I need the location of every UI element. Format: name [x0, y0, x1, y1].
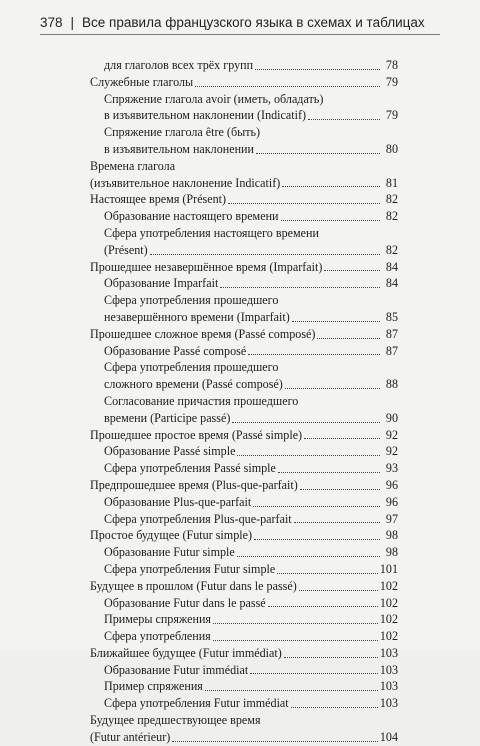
leader-dots [292, 320, 380, 322]
toc-page-number: 104 [379, 729, 398, 744]
toc-page-number: 103 [379, 696, 398, 711]
toc-entry [90, 343, 398, 360]
toc-page-number: 103 [379, 679, 398, 694]
toc-entry-line: Времена глагола [90, 158, 176, 173]
toc-page-number: 85 [385, 309, 398, 324]
leader-dots [253, 505, 380, 507]
toc-entry [90, 678, 398, 695]
toc-entry-title: Сфера употребления Futur simple [104, 561, 276, 576]
toc-page-number: 82 [385, 209, 398, 224]
leader-dots [195, 85, 380, 87]
leader-dots [248, 353, 380, 355]
leader-dots [308, 118, 380, 120]
toc-page-number: 96 [385, 494, 398, 509]
toc-entry [90, 561, 398, 578]
toc-entry-title: Прошедшее сложное время (Passé composé) [90, 326, 316, 341]
toc-entry-row [90, 645, 398, 662]
toc-entry [90, 511, 398, 528]
leader-dots [291, 706, 378, 708]
toc-page-number: 82 [385, 242, 398, 257]
toc-entry-row [90, 443, 398, 460]
toc-page-number: 101 [379, 561, 398, 576]
toc-entry [90, 595, 398, 612]
toc-page-number: 87 [385, 326, 398, 341]
leader-dots [324, 269, 380, 271]
toc-page-number: 81 [385, 175, 398, 190]
toc-entry-row [90, 208, 398, 225]
toc-entry-line: Сфера употребления прошедшего [104, 360, 279, 375]
toc-entry-line: Спряжение глагола être (быть) [104, 125, 261, 140]
leader-dots [300, 488, 380, 490]
toc-entry [90, 393, 398, 427]
toc-entry [90, 292, 398, 326]
toc-entry-row [90, 141, 398, 158]
leader-dots [285, 387, 380, 389]
toc-entry [90, 427, 398, 444]
toc-entry [90, 225, 398, 259]
leader-dots [282, 185, 380, 187]
toc-entry-row [90, 527, 398, 544]
toc-entry-title: (Présent) [104, 242, 148, 257]
toc-entry [90, 527, 398, 544]
toc-entry-title: Сфера употребления Passé simple [104, 461, 276, 476]
toc-entry [90, 645, 398, 662]
toc-page-number: 96 [385, 477, 398, 492]
toc-entry-row [90, 678, 398, 695]
toc-entry-title: времени (Participe passé) [104, 410, 231, 425]
toc-entry-row [90, 695, 398, 712]
leader-dots [228, 202, 380, 204]
book-title: Все правила французского языка в схемах и таблицах [82, 14, 425, 30]
toc-entry [90, 91, 398, 125]
toc-entry-title: незавершённого времени (Imparfait) [104, 309, 290, 324]
toc-entry [90, 477, 398, 494]
toc-entry-row [90, 729, 398, 746]
toc-entry-title: Будущее в прошлом (Futur dans le passé) [90, 578, 297, 593]
toc-page-number: 103 [379, 662, 398, 677]
toc-entry-title: Простое будущее (Futur simple) [90, 528, 252, 543]
toc-entry-row [90, 494, 398, 511]
toc-entry-row [90, 259, 398, 276]
toc-entry-title: Служебные глаголы [90, 74, 194, 89]
toc-entry [90, 611, 398, 628]
toc-page-number: 97 [385, 511, 398, 526]
leader-dots [232, 421, 380, 423]
toc-entry-title: Примеры спряжения [104, 612, 211, 627]
toc-entry-line: Спряжение глагола avoir (иметь, обладать) [104, 91, 324, 106]
toc-page-number: 92 [385, 427, 398, 442]
toc-entry-title: в изъявительном наклонении (Indicatif) [104, 108, 307, 123]
leader-dots [220, 286, 380, 288]
toc-entry-row [90, 242, 398, 259]
toc-entry-title: в изъявительном наклонении [104, 141, 254, 156]
toc-entry [90, 443, 398, 460]
toc-entry-line: Согласование причастия прошедшего [104, 393, 299, 408]
toc-entry [90, 158, 398, 192]
toc-entry-row [90, 611, 398, 628]
toc-entry [90, 578, 398, 595]
toc-entry-row [90, 595, 398, 612]
leader-dots [172, 740, 378, 742]
toc-page-number: 93 [385, 461, 398, 476]
toc-page-number: 79 [385, 74, 398, 89]
toc-entry [90, 57, 398, 74]
toc-entry-row [90, 628, 398, 645]
leader-dots [284, 656, 378, 658]
leader-dots [237, 555, 380, 557]
toc-entry [90, 259, 398, 276]
toc-page-number: 92 [385, 444, 398, 459]
toc-entry-title: Образование настоящего времени [104, 209, 279, 224]
toc-entry-row [90, 74, 398, 91]
toc-entry-row [90, 309, 398, 326]
toc-entry-row [90, 343, 398, 360]
toc-entry [90, 191, 398, 208]
toc-entry [90, 124, 398, 158]
toc-page-number: 102 [379, 578, 398, 593]
toc-entry [90, 208, 398, 225]
table-of-contents [90, 57, 398, 746]
leader-dots [278, 471, 380, 473]
toc-entry [90, 326, 398, 343]
leader-dots [299, 589, 378, 591]
running-header [40, 10, 440, 35]
toc-entry-title: Ближайшее будущее (Futur immédiat) [90, 645, 282, 660]
toc-entry-title: Прошедшее незавершённое время (Imparfait) [90, 259, 323, 274]
page-number: 378 [40, 14, 63, 30]
toc-entry-title: для глаголов всех трёх групп [104, 58, 254, 72]
toc-entry-row [90, 191, 398, 208]
toc-entry-row [90, 57, 398, 74]
toc-entry-title: Образование Passé composé [104, 343, 247, 358]
toc-entry-row [90, 511, 398, 528]
toc-entry-row [90, 477, 398, 494]
toc-page-number: 84 [385, 259, 398, 274]
toc-page-number: 103 [379, 645, 398, 660]
leader-dots [237, 454, 380, 456]
toc-entry-title: Образование Imparfait [104, 276, 219, 291]
toc-entry-row [90, 175, 398, 192]
toc-page-number: 88 [385, 377, 398, 392]
leader-dots [317, 337, 380, 339]
toc-entry [90, 662, 398, 679]
toc-entry [90, 712, 398, 746]
toc-entry-row [90, 376, 398, 393]
leader-dots [254, 538, 380, 540]
toc-page-number: 98 [385, 528, 398, 543]
toc-entry-row [90, 460, 398, 477]
leader-dots [255, 68, 380, 70]
leader-dots [281, 219, 380, 221]
leader-dots [205, 689, 378, 691]
toc-entry-line: Сфера употребления настоящего времени [104, 225, 319, 240]
toc-entry-title: Образование Plus-que-parfait [104, 494, 252, 509]
leader-dots [294, 521, 380, 523]
toc-entry [90, 74, 398, 91]
toc-entry-title: Пример спряжения [104, 679, 203, 694]
toc-entry-line: Сфера употребления прошедшего [104, 293, 279, 308]
leader-dots [256, 152, 380, 154]
toc-page-number: 87 [385, 343, 398, 358]
leader-dots [268, 605, 378, 607]
leader-dots [213, 639, 378, 641]
toc-entry-line: Будущее предшествующее время [90, 713, 261, 728]
toc-page-number: 78 [385, 58, 398, 72]
toc-entry-title: (изъявительное наклонение Indicatif) [90, 175, 281, 190]
toc-entry-row [90, 410, 398, 427]
toc-entry-row [90, 107, 398, 124]
toc-entry-title: (Futur antérieur) [90, 729, 171, 744]
toc-entry-title: Прошедшее простое время (Passé simple) [90, 427, 303, 442]
toc-entry-title: Сфера употребления [104, 629, 211, 644]
toc-entry [90, 359, 398, 393]
leader-dots [150, 253, 380, 255]
leader-dots [213, 622, 378, 624]
leader-dots [250, 672, 378, 674]
toc-entry-row [90, 578, 398, 595]
toc-entry-title: Образование Futur simple [104, 545, 235, 560]
toc-entry [90, 460, 398, 477]
toc-page-number: 102 [379, 595, 398, 610]
toc-page-number: 102 [379, 612, 398, 627]
toc-entry-title: Образование Futur immédiat [104, 662, 249, 677]
toc-entry-title: Сфера употребления Plus-que-parfait [104, 511, 292, 526]
toc-page-number: 102 [379, 629, 398, 644]
toc-page-number: 98 [385, 545, 398, 560]
toc-entry-title: Предпрошедшее время (Plus-que-parfait) [90, 477, 298, 492]
toc-entry-title: Сфера употребления Futur immédiat [104, 696, 289, 711]
toc-entry [90, 544, 398, 561]
toc-entry [90, 275, 398, 292]
leader-dots [277, 572, 378, 574]
header-separator: | [70, 14, 75, 30]
toc-page-number: 84 [385, 276, 398, 291]
toc-entry-row [90, 662, 398, 679]
toc-page-number: 79 [385, 108, 398, 123]
toc-entry-row [90, 544, 398, 561]
toc-page-number: 80 [385, 141, 398, 156]
toc-page-number: 82 [385, 192, 398, 207]
toc-entry-row [90, 275, 398, 292]
toc-entry-title: сложного времени (Passé composé) [104, 377, 283, 392]
leader-dots [304, 437, 380, 439]
toc-entry [90, 494, 398, 511]
toc-entry-row [90, 561, 398, 578]
toc-entry [90, 628, 398, 645]
toc-entry-title: Образование Passé simple [104, 444, 236, 459]
toc-entry-title: Образование Futur dans le passé [104, 595, 266, 610]
toc-entry [90, 695, 398, 712]
toc-entry-title: Настоящее время (Présent) [90, 192, 227, 207]
toc-entry-row [90, 326, 398, 343]
toc-page-number: 90 [385, 410, 398, 425]
toc-entry-row [90, 427, 398, 444]
